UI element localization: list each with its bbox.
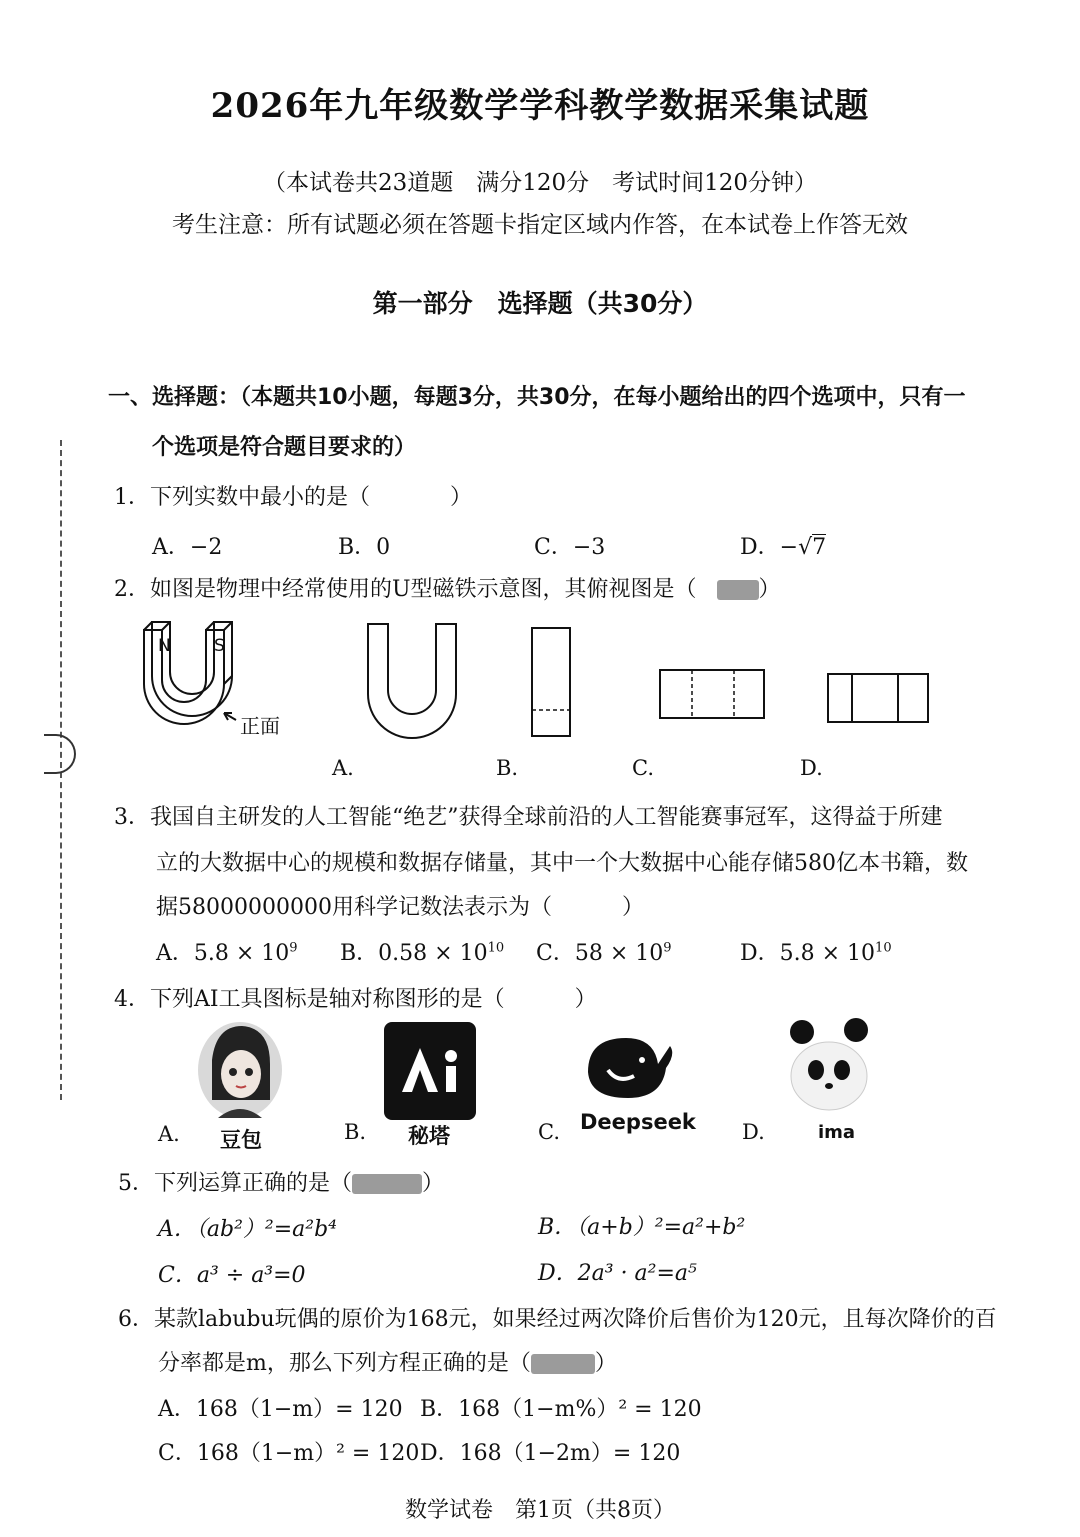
question-6 — [118, 1302, 997, 1333]
q1-option-b: B．0 — [338, 535, 391, 560]
q6-close: ） — [594, 1351, 617, 1376]
q3-option-b: B．$0.58 \times 10^{10}$ — [340, 940, 505, 966]
front-label: 正面 — [240, 714, 280, 738]
q4-name-deepseek: Deepseek — [580, 1110, 696, 1134]
q6-number: 6． — [118, 1307, 154, 1332]
q2-close: ） — [758, 577, 781, 602]
q3-line1: 我国自主研发的人工智能“绝艺”获得全球前沿的人工智能赛事冠军，这得益于所建 — [150, 805, 943, 830]
q2-label-b: B. — [496, 756, 519, 780]
q1-stem: 下列实数中最小的是（ — [150, 485, 371, 510]
exam-title: 2026年九年级数学学科教学数据采集试题 — [210, 86, 870, 126]
q3-line2: 立的大数据中心的规模和数据存储量，其中一个大数据中心能存储580亿本书籍，数 — [156, 851, 968, 876]
q2-label-a: A. — [332, 756, 354, 780]
q4-name-mita: 秘塔 — [408, 1124, 450, 1148]
exam-notice: 考生注意：所有试题必须在答题卡指定区域内作答，在本试卷上作答无效 — [172, 212, 908, 238]
q1-option-d-label: D．− — [740, 535, 799, 560]
q4-close: ） — [574, 987, 597, 1012]
q2-number: 2． — [114, 577, 150, 602]
q2-label-d: D. — [800, 756, 823, 780]
q6-line2: 分率都是m，那么下列方程正确的是（ — [158, 1351, 531, 1376]
q2-option-d-figure — [826, 672, 930, 724]
binding-hole-mark — [44, 734, 76, 774]
q6-option-c: C．168（1−m）² = 120 — [158, 1441, 420, 1466]
q4-number: 4． — [114, 987, 150, 1012]
q5-stem: 下列运算正确的是（ — [154, 1171, 353, 1196]
q4-name-ima: ima — [818, 1122, 856, 1143]
q2-option-a-figure — [366, 622, 458, 740]
q6-option-b: B．168（1−m%）² = 120 — [420, 1397, 702, 1422]
q5-option-a: A．（ab²）²=a²b⁴ — [158, 1217, 337, 1242]
q6-option-d: D．168（1−2m）= 120 — [420, 1441, 681, 1466]
q1-option-c: C．−3 — [534, 535, 606, 560]
q3-option-d: D．$5.8 \times 10^{10}$ — [740, 940, 892, 966]
q4-stem: 下列AI工具图标是轴对称图形的是（ — [150, 987, 505, 1012]
q5-number: 5． — [118, 1171, 154, 1196]
q1-number: 1． — [114, 485, 150, 510]
q5-option-b: B．（a+b）²=a²+b² — [538, 1215, 746, 1240]
q3-option-a: A．$5.8 \times 10^9$ — [156, 940, 298, 966]
q3-line3: 据58000000000用科学记数法表示为（ — [156, 895, 552, 920]
q1-close: ） — [450, 485, 473, 510]
q5-option-d: D．2a³ · a²=a⁵ — [538, 1261, 697, 1286]
sqrt-symbol: √ — [798, 535, 813, 560]
doubao-app-icon — [196, 1020, 286, 1120]
q2-stem: 如图是物理中经常使用的U型磁铁示意图，其俯视图是（ — [150, 577, 697, 602]
q4-name-doubao: 豆包 — [220, 1128, 262, 1152]
q2-option-b-figure — [530, 626, 572, 738]
question-4 — [114, 982, 597, 1013]
redaction-mark — [352, 1174, 422, 1194]
q4-label-a: A. — [158, 1122, 180, 1146]
q1-option-d — [740, 530, 826, 561]
q4-label-c: C. — [538, 1120, 560, 1144]
section-heading-line2: 个选项是符合题目要求的） — [152, 435, 417, 460]
q4-label-d: D. — [742, 1120, 765, 1144]
q2-label-c: C. — [632, 756, 654, 780]
q4-label-b: B. — [344, 1120, 367, 1144]
redaction-mark — [531, 1354, 595, 1374]
magnet-pole-n: N — [158, 636, 171, 656]
q5-option-c: C．a³ ÷ a³=0 — [158, 1263, 306, 1288]
deepseek-whale-icon — [578, 1024, 676, 1108]
page-footer: 数学试卷 第1页（共8页） — [405, 1498, 675, 1523]
magnet-pole-s: S — [214, 636, 225, 656]
mita-app-icon — [384, 1022, 476, 1120]
question-1 — [114, 480, 472, 511]
q1-option-a: A．−2 — [152, 535, 223, 560]
part-title: 第一部分 选择题（共30分） — [372, 289, 708, 318]
q3-number: 3． — [114, 805, 150, 830]
sqrt-radicand: 7 — [812, 535, 827, 560]
q3-close: ） — [621, 895, 644, 920]
question-5 — [118, 1166, 444, 1197]
question-2 — [114, 572, 781, 603]
q6-option-a: A．168（1−m）= 120 — [158, 1397, 403, 1422]
q3-option-c: C．$58 \times 10^9$ — [536, 940, 672, 966]
q5-close: ） — [422, 1171, 445, 1196]
exam-info: （本试卷共23道题 满分120分 考试时间120分钟） — [262, 170, 818, 196]
ima-panda-icon — [786, 1016, 872, 1114]
q6-line2-wrap — [158, 1346, 617, 1377]
q6-line1: 某款labubu玩偶的原价为168元，如果经过两次降价后售价为120元，且每次降价的百 — [154, 1307, 997, 1332]
question-3 — [114, 800, 943, 831]
section-heading-line1: 一、选择题：（本题共10小题，每题3分，共30分，在每小题给出的四个选项中，只有一 — [108, 385, 966, 410]
redaction-mark — [717, 580, 759, 600]
q2-option-c-figure — [658, 668, 766, 720]
q3-line3-wrap — [156, 890, 644, 921]
